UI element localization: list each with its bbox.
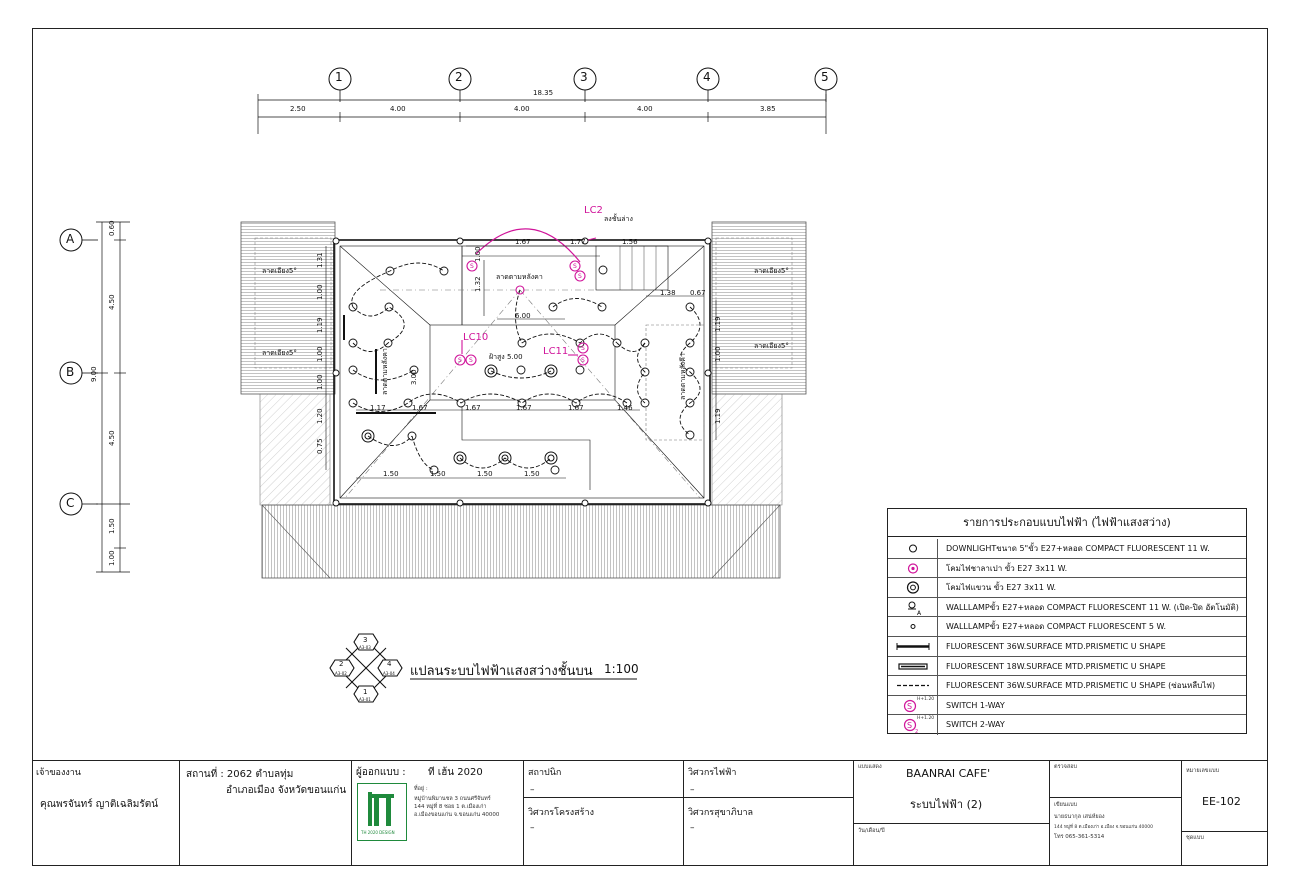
legend-text: FLUORESCENT 36W.SURFACE MTD.PRISMETIC U SHAPE (946, 642, 1166, 651)
side-dim: 1.00 (316, 346, 324, 362)
walllamp-a-icon (888, 598, 938, 617)
switch-height-note: H+1.20 (917, 696, 935, 702)
sanitary-label: วิศวกรสุขาภิบาล (688, 808, 754, 818)
legend-row (888, 637, 1246, 657)
owner-cell (32, 761, 180, 866)
owner-label: เจ้าของงาน (36, 768, 81, 778)
section-code: A3-01 (359, 697, 371, 702)
row-dim-0: 0.60 (108, 220, 116, 236)
lighting-wiring-arcs (352, 263, 700, 470)
drawn-name: นายธนากุล เสน่ห์ยอง (1054, 814, 1105, 820)
legend-row (888, 539, 1246, 559)
inner-dim: 1.50 (383, 470, 399, 478)
legend-text: WALLLAMPขั้ว E27+หลอด COMPACT FLUORESCENT 5 W. (946, 622, 1167, 632)
legend-text: FLUORESCENT 18W.SURFACE MTD.PRISMETIC U SHAPE (946, 661, 1166, 671)
project-label: แบบแสดง (858, 764, 882, 770)
inner-dim: 1.50 (477, 470, 493, 478)
col-dim-5: 3.85 (760, 105, 776, 113)
checked-cell (1050, 761, 1182, 866)
legend-text: SWITCH 1-WAY (946, 700, 1005, 710)
switch-2way-icon (888, 715, 938, 735)
downlight-icon (888, 539, 938, 558)
svg-text:A: A (917, 609, 922, 617)
designer-addr-label: ที่อยู่ : (414, 786, 428, 792)
circuit-label-lc11: LC11 (543, 346, 569, 357)
checked-label: ตรวจสอบ (1054, 764, 1077, 770)
side-dim: 1.00 (714, 346, 722, 362)
inner-dim: 1.67 (515, 238, 531, 246)
switch-1way-icon (888, 696, 938, 715)
designer-logo (357, 783, 407, 841)
architect-cell (524, 761, 684, 866)
section-marker-left: 2 (339, 660, 344, 668)
side-dim: 0.75 (316, 438, 324, 454)
logo-text: TH 2020 DESIGN (361, 830, 395, 835)
svg-text:S: S (573, 263, 577, 270)
side-dim: 1.20 (316, 408, 324, 424)
date-label: วัน/เดือน/ปี (858, 828, 885, 834)
slope-label-4: ลาดเอียง5° (754, 342, 789, 350)
svg-text:S: S (458, 357, 462, 364)
project-cell (854, 761, 1050, 866)
col-dim-2: 4.00 (390, 105, 406, 113)
drawn-label: เขียนแบบ (1054, 802, 1078, 808)
switch-height-note: H+1.20 (917, 716, 935, 722)
side-dim: 1.31 (316, 252, 324, 268)
title-block (32, 760, 1268, 866)
svg-text:S: S (469, 357, 473, 364)
top-dimension-lines (258, 94, 826, 134)
pendant-lamp-fixtures (362, 365, 557, 464)
svg-text:2: 2 (915, 729, 919, 735)
architect-dash: – (530, 785, 535, 795)
location-line2: อำเภอเมือง จังหวัดขอนแก่น (226, 785, 347, 796)
legend-row (888, 715, 1246, 735)
grid-label-C: C (66, 496, 75, 510)
grid-label-5: 5 (821, 70, 829, 84)
col-dim-1: 2.50 (290, 105, 306, 113)
structural-dash: – (530, 823, 535, 833)
col-dim-4: 4.00 (637, 105, 653, 113)
total-label: ชุดแบบ (1186, 835, 1204, 841)
total-dimension: 18.35 (533, 89, 554, 97)
fluorescent-hidden-icon (888, 676, 938, 695)
grid-label-1: 1 (335, 70, 343, 84)
inner-dim: 0.67 (690, 289, 706, 297)
legend-title: รายการประกอบแบบไฟฟ้า (ไฟฟ้าแสงสว่าง) (888, 509, 1246, 537)
sanitary-dash: – (690, 823, 695, 833)
legend-row (888, 676, 1246, 696)
legend-text: โคมไฟแขวน ขั้ว E27 3x11 W. (946, 583, 1057, 593)
legend-row (888, 696, 1246, 716)
section-code: A3-03 (359, 645, 371, 650)
legend-text: FLUORESCENT 36W.SURFACE MTD.PRISMETIC U SHAPE (ซ่อนหลืบไฟ) (946, 681, 1216, 691)
inner-dim: 1.38 (660, 289, 676, 297)
slope-label-3: ลาดเอียง5° (754, 267, 789, 275)
section-marker-right: 4 (387, 660, 392, 668)
inner-dim: 1.67 (516, 404, 532, 412)
sheet-no-label: หมายเลขแบบ (1186, 768, 1220, 774)
svg-text:S: S (581, 345, 585, 352)
section-code: A3-02 (335, 671, 347, 676)
drawn-tel: โทร 065-361-5314 (1054, 834, 1105, 840)
engineer-cell (684, 761, 854, 866)
legend-row (888, 598, 1246, 618)
stair-down-label: ลงชั้นล่าง (604, 215, 633, 223)
circuit-label-lc10: LC10 (463, 332, 489, 343)
side-dim: 1.19 (714, 408, 722, 424)
grid-label-4: 4 (703, 70, 711, 84)
grid-label-A: A (66, 232, 75, 246)
svg-text:S: S (470, 263, 474, 270)
structural-label: วิศวกรโครงสร้าง (528, 808, 594, 818)
inner-dim: 1.67 (412, 404, 428, 412)
inner-dim: 6.00 (515, 312, 531, 320)
svg-text:S: S (578, 273, 582, 280)
side-dim: 1.00 (474, 246, 482, 262)
fluorescent-18w-icon (888, 657, 938, 676)
section-code: A3-04 (383, 671, 395, 676)
sheet-number: EE-102 (1202, 795, 1241, 808)
grid-label-3: 3 (580, 70, 588, 84)
location-cell (180, 761, 352, 866)
designer-label: ผู้ออกแบบ : (356, 767, 406, 778)
roof-slope-label-2: ลาดตามหลังคา (381, 348, 389, 395)
section-marker-top: 3 (363, 636, 368, 644)
slope-label-2: ลาดเอียง5° (262, 349, 297, 357)
designer-addr-line: อ.เมืองขอนแก่น จ.ขอนแก่น 40000 (414, 812, 500, 818)
side-dim: 1.00 (316, 284, 324, 300)
col-dim-3: 4.00 (514, 105, 530, 113)
side-dim: 1.00 (316, 374, 324, 390)
project-name: BAANRAI CAFE' (906, 767, 991, 780)
ceiling-height-label: ฝ้าสูง 5.00 (489, 353, 523, 361)
electrical-label: วิศวกรไฟฟ้า (688, 768, 737, 778)
roof-slope-label-1: ลาดตามหลังคา (496, 273, 543, 281)
sheet-title: ระบบไฟฟ้า (2) (910, 798, 983, 811)
row-dim-5: 1.00 (108, 550, 116, 566)
architect-label: สถาปนิก (528, 768, 562, 778)
inner-dim: 1.56 (622, 238, 638, 246)
svg-text:S: S (581, 357, 585, 364)
owner-name: คุณพรจันทร์ ญาติเฉลิมรัตน์ (40, 799, 159, 810)
drawn-address: 144 หมู่ที่ 8 ต.เมืองเก่า อ.เมือง จ.ขอนแก่น 40000 (1054, 825, 1153, 830)
designer-name: ที เฮ้น 2020 (428, 767, 483, 778)
pendant-lamp-icon (888, 578, 938, 597)
side-dim: 1.19 (714, 316, 722, 332)
legend-row (888, 617, 1246, 637)
grid-label-B: B (66, 365, 75, 379)
side-dim: 3.00 (410, 369, 418, 385)
inner-dim: 1.67 (465, 404, 481, 412)
row-dim-2: 9.00 (90, 366, 98, 382)
side-dim: 1.19 (316, 317, 324, 333)
sheet-number-cell (1182, 761, 1268, 866)
svg-text:S: S (907, 721, 913, 731)
inner-dim: 1.17 (370, 404, 386, 412)
plan-scale: 1:100 (604, 662, 639, 676)
legend-text: โคมไฟชาลาเปา ขั้ว E27 3x11 W. (946, 563, 1068, 573)
inner-dim: 1.77 (570, 238, 586, 246)
plan-title: แปลนระบบไฟฟ้าแสงสว่างชั้นบน (410, 664, 593, 679)
legend-row (888, 559, 1246, 579)
legend-text: WALLLAMPขั้ว E27+หลอด COMPACT FLUORESCENT 11 W. (เปิด-ปิด อัตโนมัติ) (946, 602, 1239, 612)
inner-dim: 1.50 (430, 470, 446, 478)
row-dim-1: 4.50 (108, 294, 116, 310)
legend-text: DOWNLIGHTขนาด 5"ขั้ว E27+หลอด COMPACT FLUORESCENT 11 W. (946, 544, 1210, 553)
walllamp-icon (888, 617, 938, 636)
downlight-fixtures (349, 266, 694, 474)
svg-text:S: S (907, 701, 913, 711)
legend-row (888, 578, 1246, 598)
row-dim-4: 1.50 (108, 518, 116, 534)
side-dim: 1.32 (474, 276, 482, 292)
electrical-legend (887, 508, 1247, 734)
inner-dim: 1.50 (524, 470, 540, 478)
location-label: สถานที่ : 2062 ตำบลทุ่ม (186, 769, 294, 780)
designer-addr-line: หมู่บ้านพิมานชล 3 ถนนศรีจันทร์ (414, 796, 491, 802)
slope-label-1: ลาดเอียง5° (262, 267, 297, 275)
roof-slope-label-3: ลาดตามหลังคา (679, 353, 687, 400)
designer-addr-line: 144 หมู่ที่ 8 ซอย 1 ต.เมืองเก่า (414, 804, 487, 810)
designer-cell (352, 761, 524, 866)
electrical-dash: – (690, 785, 695, 795)
circuit-label-lc2: LC2 (584, 205, 603, 216)
inner-dim: 1.67 (568, 404, 584, 412)
section-marker-bottom: 1 (363, 688, 368, 696)
legend-text: SWITCH 2-WAY (946, 720, 1005, 730)
inner-dim: 1.46 (617, 404, 633, 412)
legend-row (888, 657, 1246, 677)
lamp-magenta-icon (888, 559, 938, 578)
grid-label-2: 2 (455, 70, 463, 84)
fluorescent-36w-icon (888, 637, 938, 656)
row-dim-3: 4.50 (108, 430, 116, 446)
